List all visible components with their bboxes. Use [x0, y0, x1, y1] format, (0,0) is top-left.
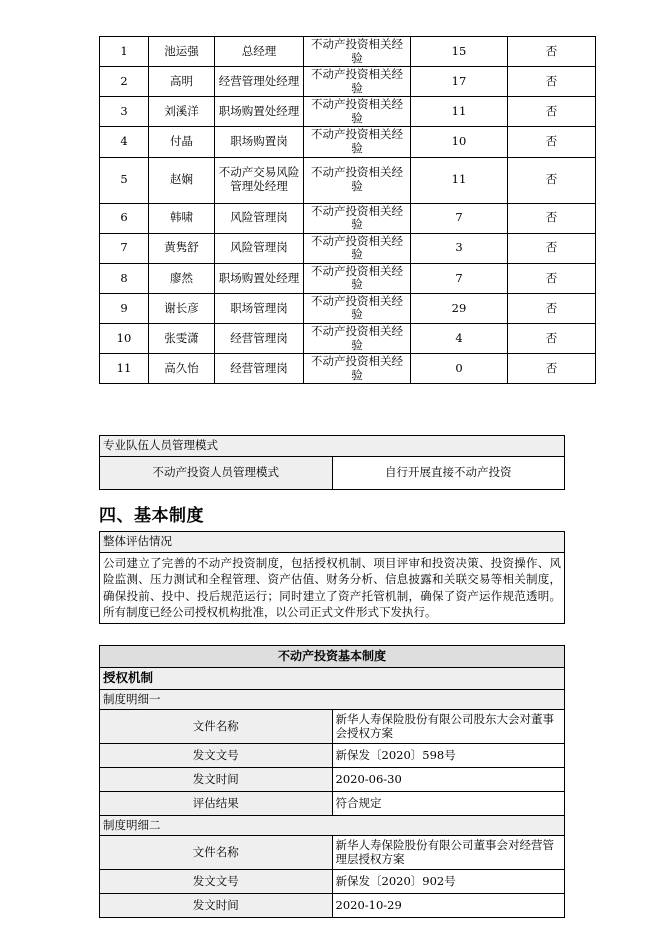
roster-cell-flag: 否	[508, 263, 596, 293]
mode-value-cell: 自行开展直接不动产投资	[332, 457, 565, 490]
roster-cell-years: 15	[411, 37, 508, 67]
table-row	[100, 690, 565, 710]
roster-cell-no: 3	[100, 97, 149, 127]
roster-cell-post: 职场购置处经理	[215, 97, 304, 127]
roster-cell-years: 29	[411, 293, 508, 323]
systems-group-cell: 授权机制	[100, 668, 565, 690]
roster-cell-flag: 否	[508, 233, 596, 263]
roster-cell-years: 3	[411, 233, 508, 263]
roster-cell-exp: 不动产投资相关经验	[304, 263, 411, 293]
roster-cell-no: 8	[100, 263, 149, 293]
roster-cell-no: 7	[100, 233, 149, 263]
assessment-body	[100, 532, 565, 624]
roster-cell-flag: 否	[508, 67, 596, 97]
mode-label-cell: 不动产投资人员管理模式	[100, 457, 333, 490]
systems-field-key: 评估结果	[100, 792, 333, 816]
roster-cell-exp: 不动产投资相关经验	[304, 233, 411, 263]
personnel-roster-table	[99, 36, 596, 384]
systems-subgroup-cell: 制度明细一	[100, 690, 565, 710]
roster-cell-flag: 否	[508, 203, 596, 233]
table-row	[100, 894, 565, 918]
roster-cell-flag: 否	[508, 157, 596, 203]
systems-field-key: 发文时间	[100, 894, 333, 918]
systems-body	[100, 646, 565, 918]
roster-cell-name: 刘溪洋	[149, 97, 215, 127]
roster-cell-no: 6	[100, 203, 149, 233]
management-mode-table	[99, 435, 565, 490]
roster-cell-years: 17	[411, 67, 508, 97]
roster-cell-no: 11	[100, 354, 149, 384]
roster-cell-post: 职场购置处经理	[215, 263, 304, 293]
roster-cell-years: 11	[411, 97, 508, 127]
roster-cell-post: 职场管理岗	[215, 293, 304, 323]
table-row	[100, 37, 596, 67]
roster-cell-name: 张雯潇	[149, 324, 215, 354]
roster-body	[100, 37, 596, 384]
table-row	[100, 127, 596, 157]
table-row	[100, 354, 596, 384]
systems-field-value: 2020-06-30	[332, 768, 565, 792]
roster-cell-no: 10	[100, 324, 149, 354]
roster-cell-years: 7	[411, 203, 508, 233]
roster-cell-name: 黄隽舒	[149, 233, 215, 263]
systems-field-value: 符合规定	[332, 792, 565, 816]
table-row	[100, 67, 596, 97]
roster-cell-flag: 否	[508, 293, 596, 323]
table-row	[100, 744, 565, 768]
table-row	[100, 553, 565, 624]
roster-cell-exp: 不动产投资相关经验	[304, 203, 411, 233]
roster-cell-name: 付晶	[149, 127, 215, 157]
roster-cell-exp: 不动产投资相关经验	[304, 354, 411, 384]
roster-cell-post: 总经理	[215, 37, 304, 67]
roster-cell-exp: 不动产投资相关经验	[304, 293, 411, 323]
roster-cell-no: 5	[100, 157, 149, 203]
systems-field-key: 文件名称	[100, 710, 333, 744]
systems-field-key: 文件名称	[100, 836, 333, 870]
table-row	[100, 203, 596, 233]
systems-field-value: 新华人寿保险股份有限公司股东大会对董事会授权方案	[332, 710, 565, 744]
roster-cell-name: 廖然	[149, 263, 215, 293]
roster-cell-exp: 不动产投资相关经验	[304, 157, 411, 203]
roster-cell-name: 池运强	[149, 37, 215, 67]
table-row	[100, 768, 565, 792]
roster-cell-years: 11	[411, 157, 508, 203]
roster-cell-post: 经营管理处经理	[215, 67, 304, 97]
systems-field-value: 2020-10-29	[332, 894, 565, 918]
systems-field-key: 发文时间	[100, 768, 333, 792]
mode-header-cell: 专业队伍人员管理模式	[100, 436, 565, 457]
roster-cell-name: 高明	[149, 67, 215, 97]
table-row	[100, 836, 565, 870]
systems-field-value: 新保发〔2020〕598号	[332, 744, 565, 768]
table-row	[100, 870, 565, 894]
roster-cell-name: 赵娴	[149, 157, 215, 203]
basic-systems-table	[99, 645, 565, 918]
roster-cell-no: 9	[100, 293, 149, 323]
roster-cell-flag: 否	[508, 354, 596, 384]
systems-subgroup-cell: 制度明细二	[100, 816, 565, 836]
roster-cell-no: 2	[100, 67, 149, 97]
roster-cell-post: 经营管理岗	[215, 324, 304, 354]
table-row	[100, 816, 565, 836]
table-row	[100, 233, 596, 263]
roster-cell-exp: 不动产投资相关经验	[304, 127, 411, 157]
roster-cell-years: 10	[411, 127, 508, 157]
assessment-body-cell: 公司建立了完善的不动产投资制度，包括授权机制、项目评审和投资决策、投资操作、风险监测、压力测试和全程管理、资产估值、财务分析、信息披露和关联交易等相关制度，确保投前、投中、投后规范运行；同时建立了资产托管机制，确保了资产运作规范透明。所有制度已经公司授权机构批准，以公司正式文件形式下发执行。	[100, 553, 565, 624]
systems-field-value: 新保发〔2020〕902号	[332, 870, 565, 894]
roster-cell-name: 韩啸	[149, 203, 215, 233]
table-row	[100, 668, 565, 690]
mode-body	[100, 436, 565, 490]
table-row	[100, 97, 596, 127]
roster-cell-exp: 不动产投资相关经验	[304, 324, 411, 354]
roster-cell-exp: 不动产投资相关经验	[304, 67, 411, 97]
table-row	[100, 324, 596, 354]
roster-cell-exp: 不动产投资相关经验	[304, 37, 411, 67]
roster-cell-post: 风险管理岗	[215, 203, 304, 233]
roster-cell-post: 职场购置岗	[215, 127, 304, 157]
roster-cell-flag: 否	[508, 37, 596, 67]
table-row	[100, 710, 565, 744]
table-row	[100, 457, 565, 490]
overall-assessment-table	[99, 531, 565, 624]
roster-cell-name: 谢长彦	[149, 293, 215, 323]
roster-cell-post: 经营管理岗	[215, 354, 304, 384]
table-row	[100, 792, 565, 816]
systems-field-key: 发文文号	[100, 870, 333, 894]
assessment-header-cell: 整体评估情况	[100, 532, 565, 553]
roster-cell-no: 1	[100, 37, 149, 67]
roster-cell-no: 4	[100, 127, 149, 157]
roster-cell-years: 7	[411, 263, 508, 293]
roster-cell-years: 4	[411, 324, 508, 354]
roster-cell-years: 0	[411, 354, 508, 384]
roster-cell-flag: 否	[508, 324, 596, 354]
roster-cell-exp: 不动产投资相关经验	[304, 97, 411, 127]
roster-cell-name: 高久怡	[149, 354, 215, 384]
roster-cell-flag: 否	[508, 97, 596, 127]
table-row	[100, 646, 565, 668]
table-row	[100, 157, 596, 203]
table-row	[100, 436, 565, 457]
table-row	[100, 263, 596, 293]
systems-title-cell: 不动产投资基本制度	[100, 646, 565, 668]
page-title: 四、基本制度	[99, 506, 204, 526]
roster-cell-flag: 否	[508, 127, 596, 157]
roster-cell-post: 不动产交易风险管理处经理	[215, 157, 304, 203]
table-row	[100, 293, 596, 323]
systems-field-key: 发文文号	[100, 744, 333, 768]
systems-field-value: 新华人寿保险股份有限公司董事会对经营管理层授权方案	[332, 836, 565, 870]
roster-cell-post: 风险管理岗	[215, 233, 304, 263]
table-row	[100, 532, 565, 553]
